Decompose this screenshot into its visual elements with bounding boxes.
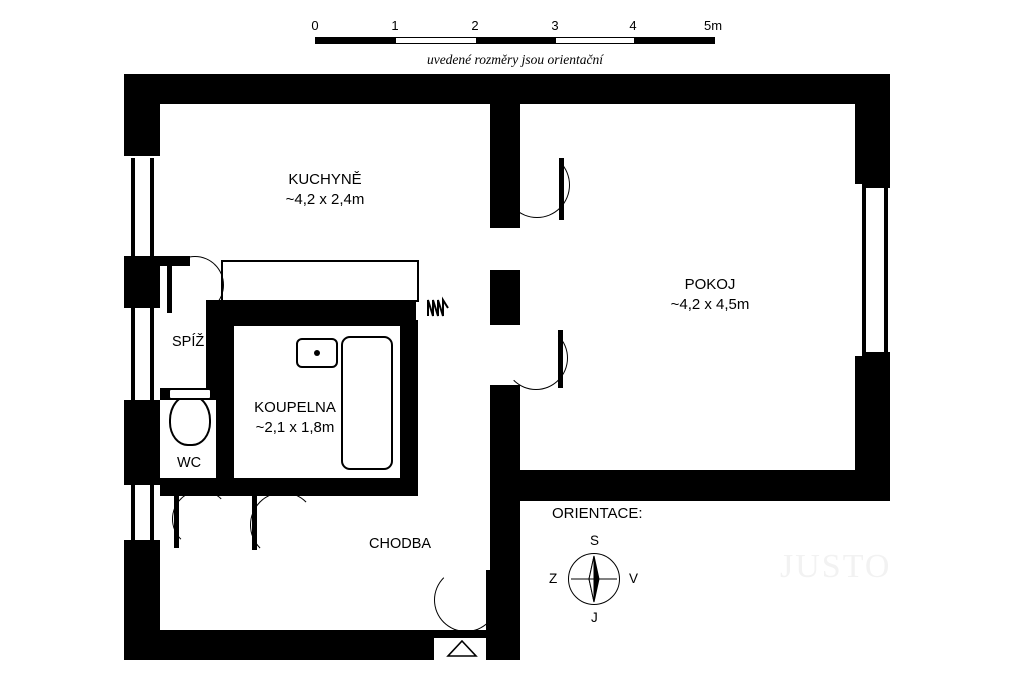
wall-bottom-room	[520, 470, 865, 501]
wall-divider-mid	[490, 270, 520, 325]
entrance-marker-icon	[446, 640, 478, 658]
compass-label-west: Z	[549, 571, 558, 586]
wall-top-right-corner	[855, 74, 890, 184]
room-dim-koupelna: ~2,1 x 1,8m	[255, 419, 335, 436]
wall-kitchen-bath-divider	[216, 300, 416, 326]
wall-pantry-right	[206, 300, 218, 400]
door-leaf-wc	[174, 492, 179, 548]
room-label-kuchyne	[230, 170, 420, 210]
scale-tick-3: 3	[551, 18, 559, 33]
room-label-pokoj	[615, 275, 805, 315]
compass-needle-icon	[568, 553, 620, 605]
scale-tick-0: 0	[311, 18, 319, 33]
radiator-icon	[426, 296, 452, 320]
compass-label-east: V	[629, 571, 639, 586]
window-left-2-outer	[131, 308, 135, 400]
orientation-title: ORIENTACE:	[552, 505, 643, 522]
wall-left-upper	[124, 104, 160, 156]
window-left-3-inner	[150, 485, 154, 547]
scale-segment	[476, 38, 556, 43]
wall-top-room	[505, 74, 855, 104]
scale-segment	[316, 38, 396, 43]
wall-divider-lower	[490, 385, 520, 660]
window-left-1-inner	[150, 158, 154, 256]
scale-note: uvedené rozměry jsou orientační	[426, 52, 604, 67]
room-dim-kuchyne: ~4,2 x 2,4m	[285, 191, 365, 208]
scale-tick-4: 4	[629, 18, 637, 33]
window-left-1-outer	[131, 158, 135, 256]
window-right-outer-line	[884, 186, 888, 356]
compass-label-south: J	[591, 610, 598, 625]
door-leaf-bathroom	[252, 494, 257, 550]
door-arc-bathroom	[250, 492, 316, 558]
room-name-koupelna: KOUPELNA	[254, 399, 336, 416]
wall-bath-bottom	[216, 478, 418, 496]
room-label-koupelna	[200, 398, 390, 438]
door-arc-wc	[172, 490, 230, 548]
scale-bar	[311, 18, 723, 67]
room-name-pokoj: POKOJ	[684, 276, 736, 293]
scale-segment	[634, 38, 714, 43]
door-leaf-pantry	[167, 257, 172, 313]
wall-bath-right	[400, 320, 418, 495]
door-arc-pantry	[166, 256, 224, 314]
room-label-wc: WC	[177, 455, 202, 471]
orientation-widget	[549, 505, 672, 635]
scale-tick-labels	[311, 18, 723, 34]
scale-tick-2: 2	[471, 18, 479, 33]
room-dim-pokoj: ~4,2 x 4,5m	[670, 296, 750, 313]
wall-bottom-hall-left	[124, 630, 434, 660]
window-left-3-outer	[131, 485, 135, 547]
door-leaf-entrance	[486, 570, 491, 630]
wall-top-kitchen	[160, 74, 505, 104]
wall-left-mid-2	[124, 400, 160, 485]
kitchen-counter	[221, 260, 419, 302]
watermark-logo: JUSTO	[780, 548, 892, 585]
window-left-2-inner	[150, 308, 154, 400]
room-label-chodba: CHODBA	[369, 536, 432, 552]
wall-left-mid-1	[124, 256, 160, 308]
room-label-spiz: SPÍŽ	[172, 334, 205, 350]
door-leaf-living-room	[558, 330, 563, 388]
scale-track	[315, 37, 715, 44]
window-right-inner-line	[862, 186, 866, 356]
sink-drain-icon	[314, 350, 320, 356]
wall-bottom-hall-right	[486, 630, 520, 660]
room-name-kuchyne: KUCHYNĚ	[288, 171, 362, 188]
scale-tick-5: 5m	[703, 18, 723, 33]
compass-label-north: S	[590, 533, 600, 548]
door-leaf-kitchen	[559, 158, 564, 220]
scale-tick-1: 1	[391, 18, 399, 33]
